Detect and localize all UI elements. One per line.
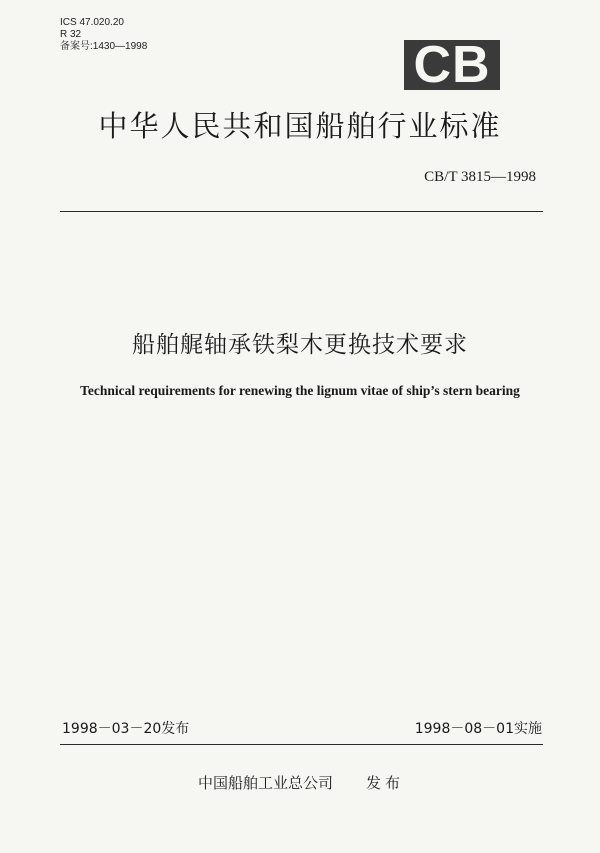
standard-number: CB/T 3815—1998 (424, 169, 536, 185)
publisher-name: 中国船舶工业总公司 (198, 774, 334, 792)
standard-category: 中华人民共和国船舶行业标准 (98, 109, 502, 143)
cb-logo: CB (404, 40, 500, 90)
top-divider (60, 211, 543, 212)
issue-date: 1998－03－20发布 (62, 721, 190, 737)
publish-label: 发布 (366, 774, 405, 792)
bottom-divider (60, 744, 543, 745)
classification-code: R 32 (60, 29, 82, 40)
document-title-en: Technical requirements for renewing the lignum vitae of ship’s stern bearing (80, 383, 520, 398)
document-title-cn: 船舶艉轴承铁梨木更换技术要求 (132, 332, 468, 358)
effective-date: 1998－08－01实施 (414, 721, 542, 737)
metadata-block (60, 17, 147, 53)
registration-number: 备案号:1430—1998 (60, 41, 148, 52)
ics-code: ICS 47.020.20 (60, 17, 124, 28)
